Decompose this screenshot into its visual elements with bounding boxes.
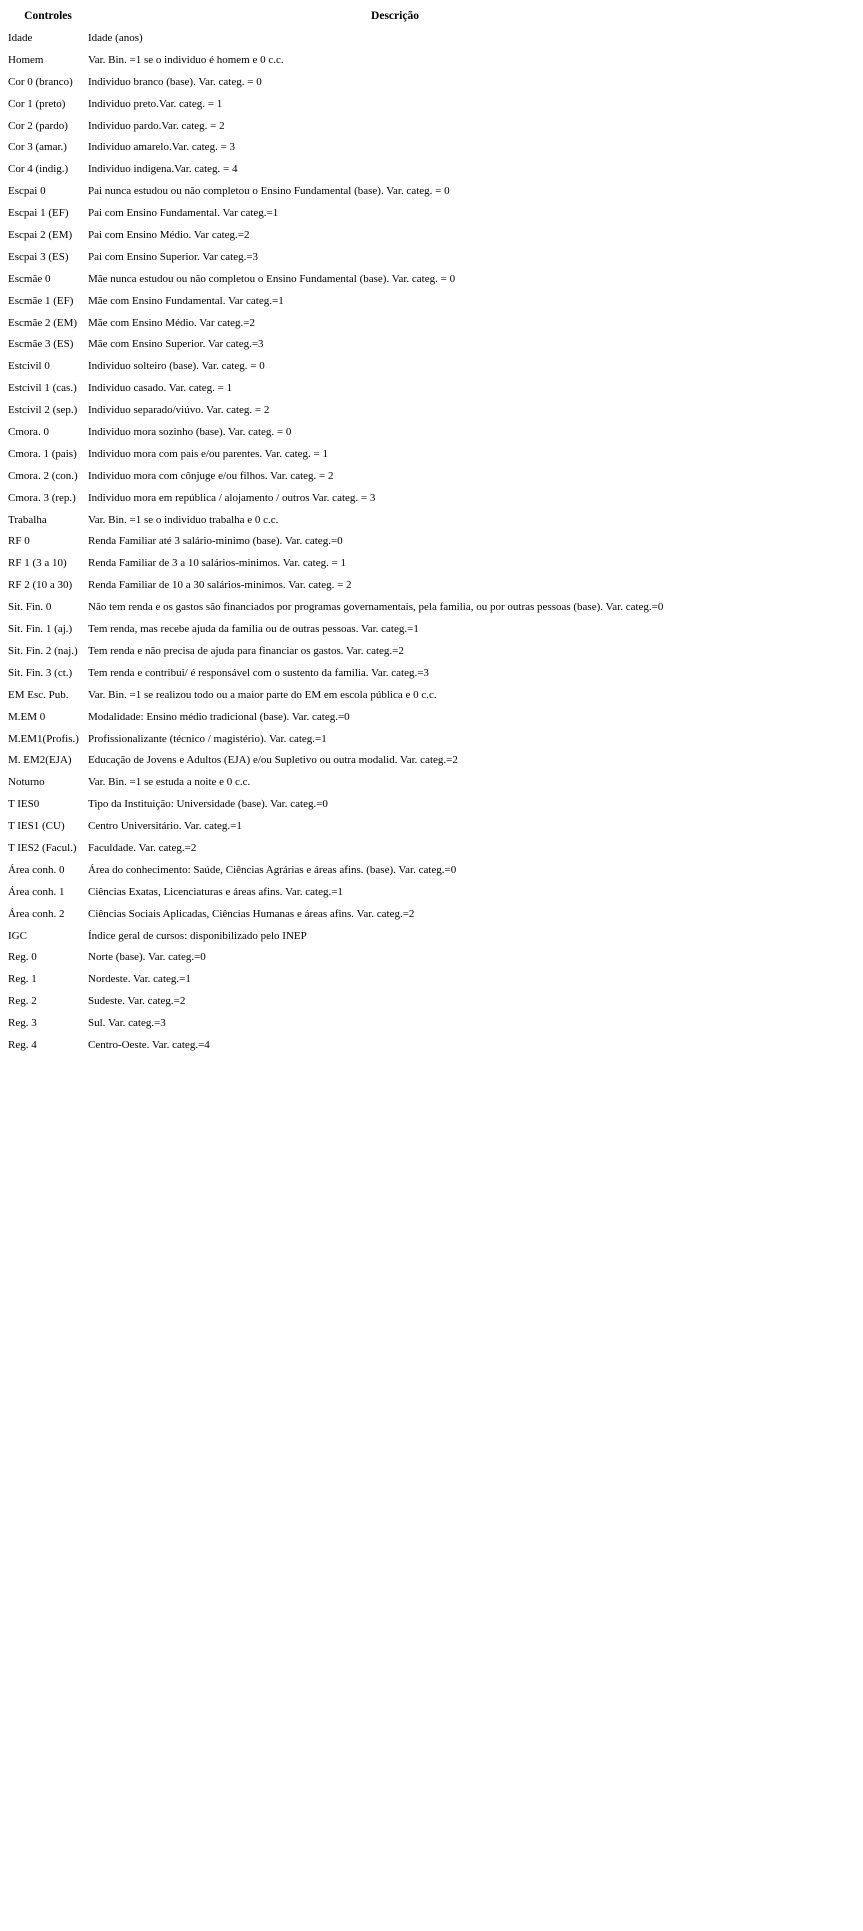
description-cell: Individuo indigena.Var. categ. = 4	[88, 163, 238, 176]
table-row	[8, 772, 702, 794]
table-row	[8, 94, 702, 116]
description-cell: Individuo mora com pais e/ou parentes. Var. categ. = 1	[88, 447, 328, 460]
table-row	[8, 1013, 702, 1035]
table-row	[8, 466, 702, 488]
control-cell: T IES1 (CU)	[8, 820, 65, 833]
table-row	[8, 947, 702, 969]
table-row	[8, 378, 702, 400]
description-cell: Índice geral de cursos: disponibilizado pelo INEP	[88, 929, 307, 942]
table-row	[8, 50, 702, 72]
control-cell: Estcivil 2 (sep.)	[8, 404, 78, 417]
description-cell: Individuo preto.Var. categ. = 1	[88, 97, 223, 110]
table-row	[8, 926, 702, 948]
table-row	[8, 400, 702, 422]
control-cell: Homem	[8, 53, 44, 66]
description-cell: Tem renda e não precisa de ajuda para financiar os gastos. Var. categ.=2	[88, 644, 404, 657]
controls-table	[8, 5, 702, 1057]
control-cell: Reg. 2	[8, 995, 37, 1008]
control-cell: RF 1 (3 a 10)	[8, 557, 67, 570]
table-row	[8, 641, 702, 663]
control-cell: M.EM1(Profis.)	[8, 732, 79, 745]
table-row	[8, 750, 702, 772]
description-cell: Var. Bin. =1 se estuda a noite e 0 c.c.	[88, 776, 251, 789]
description-cell: Var. Bin. =1 se realizou todo ou a maior parte do EM em escola pública e 0 c.c.	[88, 688, 437, 701]
table-row	[8, 225, 702, 247]
description-cell: Tem renda e contribui/ é responsável com o sustento da familia. Var. categ.=3	[88, 666, 429, 679]
control-cell: Escmãe 0	[8, 272, 51, 285]
table-row	[8, 575, 702, 597]
control-cell: T IES2 (Facul.)	[8, 841, 77, 854]
description-cell: Nordeste. Var. categ.=1	[88, 973, 191, 986]
description-cell: Sul. Var. categ.=3	[88, 1017, 166, 1030]
description-cell: Pai nunca estudou ou não completou o Ensino Fundamental (base). Var. categ. = 0	[88, 185, 450, 198]
control-cell: IGC	[8, 929, 27, 942]
description-cell: Tipo da Instituição: Universidade (base). Var. categ.=0	[88, 798, 328, 811]
description-cell: Modalidade: Ensino médio tradicional (base). Var. categ.=0	[88, 710, 350, 723]
control-cell: Escmãe 2 (EM)	[8, 316, 78, 329]
description-cell: Norte (base). Var. categ.=0	[88, 951, 206, 964]
description-cell: Mãe com Ensino Fundamental. Var categ.=1	[88, 294, 284, 307]
control-cell: Reg. 0	[8, 951, 37, 964]
table-row	[8, 707, 702, 729]
control-cell: Área conh. 0	[8, 863, 65, 876]
description-cell: Educação de Jovens e Adultos (EJA) e/ou Supletivo ou outra modalid. Var. categ.=2	[88, 754, 458, 767]
table-body	[8, 28, 702, 1057]
control-cell: RF 0	[8, 535, 30, 548]
description-cell: Individuo separado/viúvo. Var. categ. = 2	[88, 404, 270, 417]
control-cell: Escmãe 3 (ES)	[8, 338, 74, 351]
table-row	[8, 794, 702, 816]
description-cell: Individuo branco (base). Var. categ. = 0	[88, 75, 262, 88]
description-cell: Mãe com Ensino Médio. Var categ.=2	[88, 316, 255, 329]
table-row	[8, 72, 702, 94]
control-cell: Cmora. 1 (pais)	[8, 447, 77, 460]
table-row	[8, 422, 702, 444]
description-cell: Renda Familiar de 10 a 30 salários-minimos. Var. categ. = 2	[88, 579, 352, 592]
table-row	[8, 816, 702, 838]
table-row	[8, 838, 702, 860]
control-cell: T IES0	[8, 798, 40, 811]
table-row	[8, 247, 702, 269]
table-row	[8, 553, 702, 575]
control-cell: M. EM2(EJA)	[8, 754, 72, 767]
table-row	[8, 969, 702, 991]
control-cell: Trabalha	[8, 513, 47, 526]
description-cell: Individuo mora em república / alojamento / outros Var. categ. = 3	[88, 491, 376, 504]
table-row	[8, 334, 702, 356]
description-cell: Não tem renda e os gastos são financiados por programas governamentais, pela familia, ou por outras pessoas (base). Var. categ.=0	[88, 601, 664, 614]
column-header-descricao: Descrição	[371, 10, 419, 22]
table-row	[8, 291, 702, 313]
description-cell: Centro-Oeste. Var. categ.=4	[88, 1038, 210, 1051]
table-row	[8, 991, 702, 1013]
control-cell: RF 2 (10 a 30)	[8, 579, 73, 592]
control-cell: Cmora. 2 (con.)	[8, 469, 78, 482]
table-row	[8, 313, 702, 335]
description-cell: Individuo pardo.Var. categ. = 2	[88, 119, 225, 132]
description-cell: Ciências Exatas, Licenciaturas e áreas afins. Var. categ.=1	[88, 885, 343, 898]
description-cell: Sudeste. Var. categ.=2	[88, 995, 186, 1008]
control-cell: Cor 1 (preto)	[8, 97, 66, 110]
control-cell: Área conh. 2	[8, 907, 65, 920]
column-header-controles: Controles	[24, 10, 72, 22]
control-cell: Reg. 3	[8, 1017, 37, 1030]
control-cell: Sit. Fin. 0	[8, 601, 52, 614]
control-cell: Cor 2 (pardo)	[8, 119, 68, 132]
description-cell: Pai com Ensino Fundamental. Var categ.=1	[88, 207, 279, 220]
control-cell: Sit. Fin. 3 (ct.)	[8, 666, 73, 679]
table-row	[8, 531, 702, 553]
control-cell: Estcivil 1 (cas.)	[8, 382, 77, 395]
table-row	[8, 860, 702, 882]
description-cell: Pai com Ensino Médio. Var categ.=2	[88, 229, 250, 242]
control-cell: Escmãe 1 (EF)	[8, 294, 74, 307]
control-cell: Sit. Fin. 1 (aj.)	[8, 623, 73, 636]
table-row	[8, 116, 702, 138]
table-row	[8, 904, 702, 926]
description-cell: Individuo amarelo.Var. categ. = 3	[88, 141, 236, 154]
table-row	[8, 663, 702, 685]
description-cell: Renda Familiar até 3 salário-minimo (base). Var. categ.=0	[88, 535, 343, 548]
table-header-row	[8, 5, 702, 28]
description-cell: Centro Universitário. Var. categ.=1	[88, 820, 242, 833]
control-cell: Cor 4 (indig.)	[8, 163, 69, 176]
control-cell: EM Esc. Pub.	[8, 688, 69, 701]
control-cell: M.EM 0	[8, 710, 46, 723]
description-cell: Individuo mora sozinho (base). Var. categ. = 0	[88, 426, 292, 439]
control-cell: Noturno	[8, 776, 45, 789]
control-cell: Área conh. 1	[8, 885, 65, 898]
control-cell: Escpai 1 (EF)	[8, 207, 69, 220]
control-cell: Sit. Fin. 2 (naj.)	[8, 644, 78, 657]
table-row	[8, 203, 702, 225]
description-cell: Individuo casado. Var. categ. = 1	[88, 382, 233, 395]
table-row	[8, 356, 702, 378]
description-cell: Ciências Sociais Aplicadas, Ciências Humanas e áreas afins. Var. categ.=2	[88, 907, 415, 920]
control-cell: Reg. 4	[8, 1038, 37, 1051]
control-cell: Idade	[8, 32, 33, 44]
table-row	[8, 181, 702, 203]
control-cell: Reg. 1	[8, 973, 37, 986]
table-row	[8, 1035, 702, 1057]
description-cell: Var. Bin. =1 se o individuo trabalha e 0 c.c.	[88, 513, 279, 526]
table-row	[8, 137, 702, 159]
description-cell: Tem renda, mas recebe ajuda da familia ou de outras pessoas. Var. categ.=1	[88, 623, 419, 636]
description-cell: Faculdade. Var. categ.=2	[88, 841, 197, 854]
description-cell: Individuo solteiro (base). Var. categ. = 0	[88, 360, 265, 373]
table-row	[8, 159, 702, 181]
table-row	[8, 510, 702, 532]
description-cell: Mãe com Ensino Superior. Var categ.=3	[88, 338, 264, 351]
table-row	[8, 444, 702, 466]
control-cell: Escpai 2 (EM)	[8, 229, 73, 242]
control-cell: Cmora. 0	[8, 426, 49, 439]
control-cell: Cor 3 (amar.)	[8, 141, 67, 154]
control-cell: Escpai 3 (ES)	[8, 250, 69, 263]
table-row	[8, 729, 702, 751]
table-row	[8, 882, 702, 904]
table-row	[8, 597, 702, 619]
description-cell: Var. Bin. =1 se o individuo é homem e 0 c.c.	[88, 53, 284, 66]
control-cell: Escpai 0	[8, 185, 46, 198]
description-cell: Renda Familiar de 3 a 10 salários-minimos. Var. categ. = 1	[88, 557, 347, 570]
description-cell: Individuo mora com cônjuge e/ou filhos. Var. categ. = 2	[88, 469, 334, 482]
description-cell: Pai com Ensino Superior. Var categ.=3	[88, 250, 259, 263]
control-cell: Estcivil 0	[8, 360, 50, 373]
control-cell: Cor 0 (branco)	[8, 75, 73, 88]
table-row	[8, 685, 702, 707]
table-row	[8, 269, 702, 291]
description-cell: Mãe nunca estudou ou não completou o Ensino Fundamental (base). Var. categ. = 0	[88, 272, 456, 285]
description-cell: Área do conhecimento: Saúde, Ciências Agrárias e áreas afins. (base). Var. categ.=0	[88, 863, 457, 876]
description-cell: Idade (anos)	[88, 32, 143, 44]
table-row	[8, 488, 702, 510]
description-cell: Profissionalizante (técnico / magistério). Var. categ.=1	[88, 732, 327, 745]
control-cell: Cmora. 3 (rep.)	[8, 491, 76, 504]
table-row	[8, 619, 702, 641]
table-row	[8, 28, 702, 50]
